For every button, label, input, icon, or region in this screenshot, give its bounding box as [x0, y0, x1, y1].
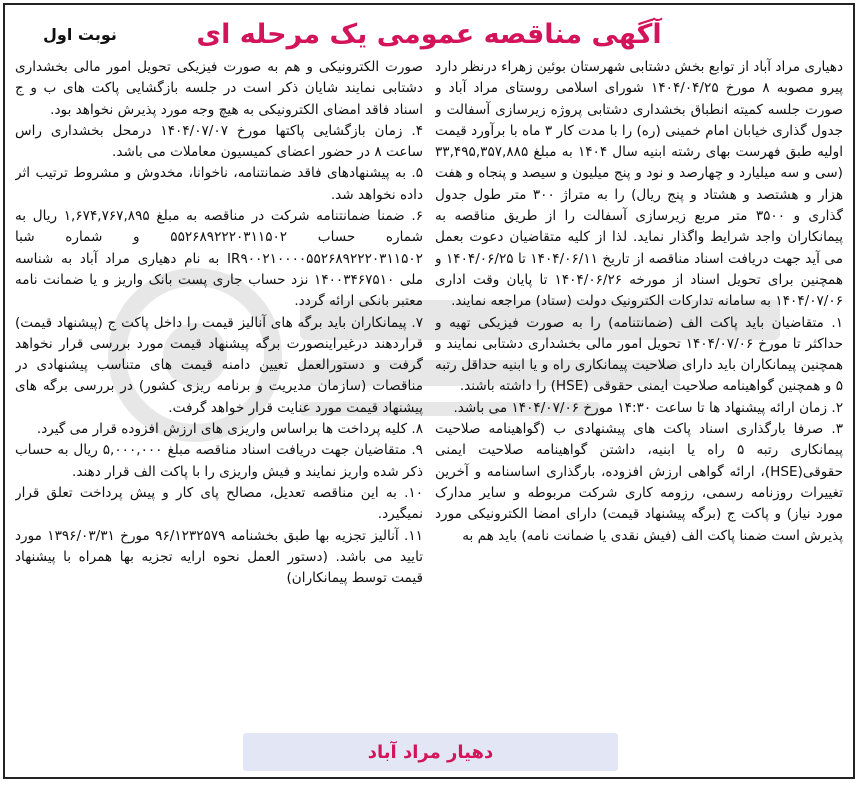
notice-header	[5, 5, 853, 55]
column-right	[435, 57, 843, 717]
column-left	[15, 57, 423, 717]
clause-4: ۴. زمان بازگشایی پاکتها مورخ ۱۴۰۴/۰۷/۰۷ درمحل بخشداری راس ساعت ۸ در حضور اعضای کمیسیون معاملات می باشد.	[15, 122, 423, 161]
clause-2: ۲. زمان ارائه پیشنهاد ها تا ساعت ۱۴:۳۰ مورخ ۱۴۰۴/۰۷/۰۶ می باشد.	[453, 399, 843, 416]
signature-banner	[243, 733, 618, 771]
clause-7: ۷. پیمانکاران باید برگه های آنالیز قیمت را داخل پاکت ج (پیشنهاد قیمت) قراردهند درغیراینصورت برگه پیشنهاد قیمت مورد بررسی قرار نخواهد گرفت و دستورالعمل تعیین دامنه قیمت های متناسب پیشنهادی در مناقصات (سازمان مدیریت و برنامه ریزی کشور) در بررسی برگه های پیشنهاد قیمت مورد عنایت قرار خواهد گرفت.	[15, 314, 423, 416]
intro-paragraph: دهیاری مراد آباد از توابع بخش دشتابی شهرستان بوئین زهراء درنظر دارد پیرو مصوبه ۸ مورخ ۱۴۰۴/۰۴/۲۵ شورای اسلامی روستای مراد آباد و صورت جلسه کمیته انطباق بخشداری دشتابی پروژه زیرسازی آسفالت و جدول گذاری خیابان امام خمینی (ره) را با مدت کار ۳ ماه با برآورد قیمت اولیه طبق فهرست بهای رشته ابنیه سال ۱۴۰۴ به مبلغ ۳۳,۴۹۵,۳۵۷,۸۸۵ (سی و سه میلیارد و چهارصد و نود و پنج میلیون و سیصد و پنجاه و هفت هزار و هشتصد و هشتاد و پنج ریال) را به متراژ ۳۰۰ متر طول جدول گذاری و ۳۵۰۰ متر مربع زیرسازی آسفالت را از طریق مناقصه به پیمانکاران واجد شرایط واگذار نماید. لذا از کلیه متقاضیان دعوت بعمل می آید جهت دریافت اسناد مناقصه از تاریخ ۱۴۰۴/۰۶/۱۱ تا ۱۴۰۴/۰۶/۲۵ و همچنین برای تحویل اسناد از مورخه ۱۴۰۴/۰۶/۲۶ تا پایان وقت اداری ۱۴۰۴/۰۷/۰۶ به سامانه تدارکات الکترونیک دولت (ستاد) مراجعه نمایند.	[435, 59, 843, 310]
notice-title: آگهی مناقصه عمومی یک مرحله ای	[196, 19, 662, 50]
clause-6: ۶. ضمنا ضمانتنامه شرکت در مناقصه به مبلغ ۱,۶۷۴,۷۶۷,۸۹۵ ریال به شماره حساب ۵۵۲۶۸۹۲۲۲۰۳۱۱۵۰۲ و شماره شبا IR۹۰۰۲۱۰۰۰۰۵۵۲۶۸۹۲۲۲۰۳۱۱۵۰۲ به نام دهیاری مراد آباد به شناسه ملی ۱۴۰۰۳۴۶۷۵۱۰ نزد حساب جاری پست بانک واریز و یا ضمانت نامه معتبر بانکی ارائه گردد.	[15, 208, 423, 310]
clause-3: ۳. صرفا بارگذاری اسناد پاکت های پیشنهادی ب (گواهینامه صلاحیت پیمانکاری رتبه ۵ راه یا ابنیه، داشتن گواهینامه صلاحیت ایمنی حقوقی(HSE)، ارائه گواهی ارزش افزوده، بارگذاری اساسنامه و آخرین تغییرات روزنامه رسمی، رزومه کاری شرکت مربوطه و سایر مدارک مورد نیاز) و پاکت ج (برگه پیشنهاد قیمت) دارای امضا الکترونیکی مورد پذیرش است ضمنا پاکت الف (فیش نقدی یا ضمانت نامه) باید هم به	[435, 421, 843, 544]
clause-9: ۹. متقاضیان جهت دریافت اسناد مناقصه مبلغ ۵,۰۰۰,۰۰۰ ریال به حساب ذکر شده واریز نمایند و فیش واریزی را با پاکت الف قرار دهند.	[15, 442, 423, 480]
notice-body	[15, 57, 843, 717]
clause-3-continued: صورت الکترونیکی و هم به صورت فیزیکی تحویل امور مالی بخشداری دشتابی نمایند شایان ذکر است در جلسه بازگشایی پاکت های ب و ج اسناد فاقد امضای الکترونیکی به هیچ وجه مورد پذیرش نخواهد بود.	[15, 59, 423, 118]
clause-5: ۵. به پیشنهادهای فاقد ضمانتنامه، ناخوانا، مخدوش و مشروط ترتیب اثر داده نخواهد شد.	[15, 165, 423, 203]
clause-11: ۱۱. آنالیز تجزیه بها طبق بخشنامه ۹۶/۱۲۳۲۵۷۹ مورخ ۱۳۹۶/۰۳/۳۱ مورد تایید می باشد. (دستور العمل نحوه ارایه تجزیه بها همراه با پیشنهاد قیمت توسط پیمانکاران)	[15, 527, 423, 587]
clause-10: ۱۰. به این مناقصه تعدیل، مصالح پای کار و پیش پرداخت تعلق قرار نمیگیرد.	[15, 484, 423, 523]
signature-text: دهیار مراد آباد	[367, 741, 494, 763]
clause-1: ۱. متقاضیان باید پاکت الف (ضمانتنامه) را به صورت فیزیکی تهیه و حداکثر تا مورخ ۱۴۰۴/۰۷/۰۶ تحویل امور مالی بخشداری دشتابی نمایند و همچنین پیمانکاران باید دارای صلاحیت پیمانکاری راه و یا ابنیه حداقل رتبه ۵ و همچنین گواهینامه صلاحیت ایمنی حقوقی (HSE) را داشته باشند.	[435, 314, 843, 395]
publication-round: نوبت اول	[43, 25, 117, 44]
clause-8: ۸. کلیه پرداخت ها براساس واریزی های ارزش افزوده قرار می گیرد.	[36, 421, 423, 438]
tender-notice	[3, 3, 855, 779]
